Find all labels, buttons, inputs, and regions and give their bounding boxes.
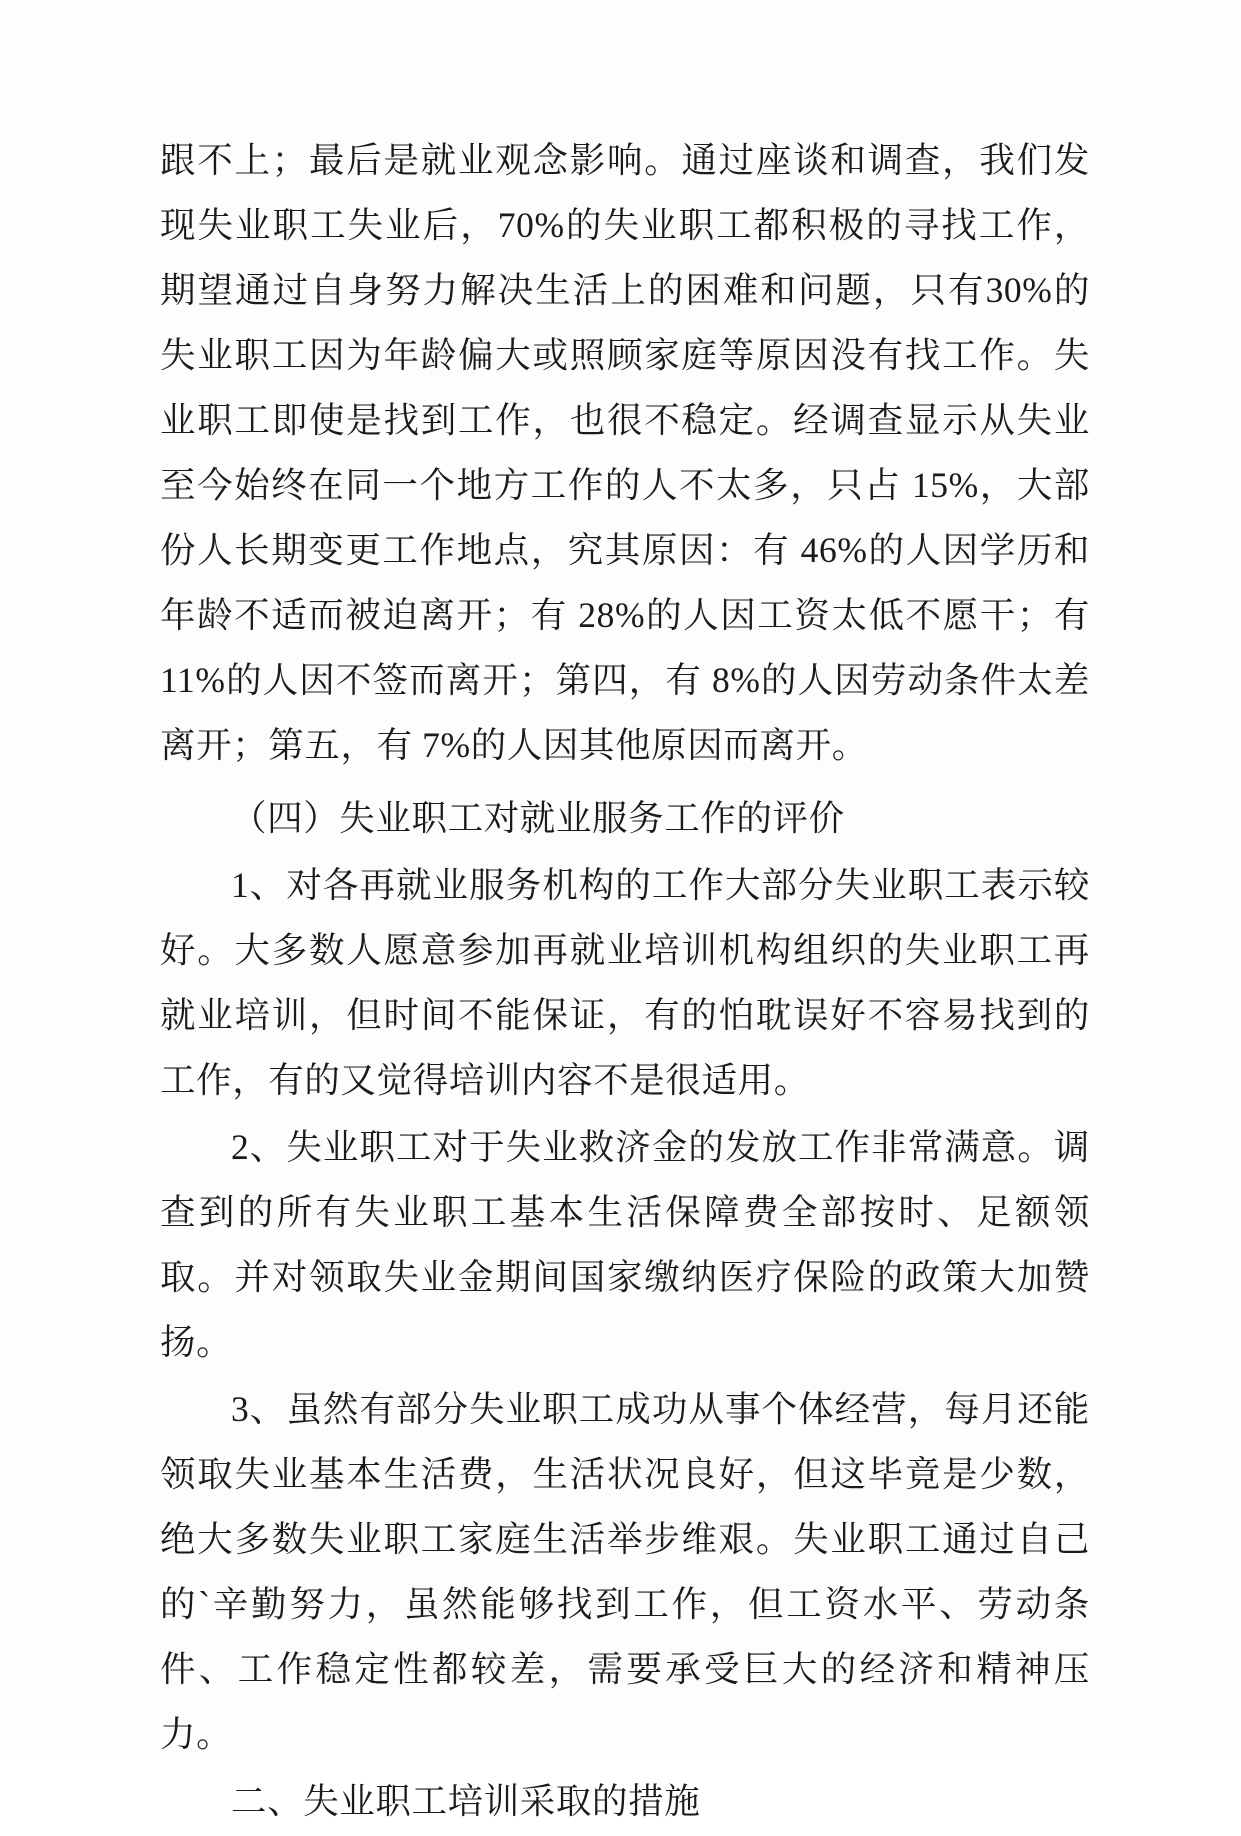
paragraph-continued-survey: 跟不上；最后是就业观念影响。通过座谈和调查，我们发现失业职工失业后，70%的失业职工都积极的寻找工作，期望通过自身努力解决生活上的困难和问题，只有30%的失业职工因为年龄偏大或照顾家庭等原因没有找工作。失业职工即使是找到工作，也很不稳定。经调查显示从失业至今始终在同一个地方工作的人不太多，只占 15%，大部份人长期变更工作地点，究其原因：有 46%的人因学历和年龄不适而被迫离开；有 28%的人因工资太低不愿干；有 11%的人因不签而离开；第四，有 8%的人因劳动条件太差离开；第五，有 7%的人因其他原因而离开。: [160, 140, 1090, 765]
paragraph-item-3: 3、虽然有部分失业职工成功从事个体经营，每月还能领取失业基本生活费，生活状况良好，但这毕竟是少数，绝大多数失业职工家庭生活举步维艰。失业职工通过自己的`辛勤努力，虽然能够找到工作，但工资水平、劳动条件、工作稳定性都较差，需要承受巨大的经济和精神压力。: [160, 1389, 1090, 1754]
document-text-body: [160, 128, 1090, 1836]
paragraph-item-1: 1、对各再就业服务机构的工作大部分失业职工表示较好。大多数人愿意参加再就业培训机构组织的失业职工再就业培训，但时间不能保证，有的怕耽误好不容易找到的工作，有的又觉得培训内容不是很适用。: [160, 865, 1090, 1100]
heading-section-four: （四）失业职工对就业服务工作的评价: [231, 798, 845, 838]
heading-section-two: 二、失业职工培训采取的措施: [231, 1781, 701, 1821]
paragraph-item-2: 2、失业职工对于失业救济金的发放工作非常满意。调查到的所有失业职工基本生活保障费全部按时、足额领取。并对领取失业金期间国家缴纳医疗保险的政策大加赞扬。: [160, 1127, 1090, 1362]
